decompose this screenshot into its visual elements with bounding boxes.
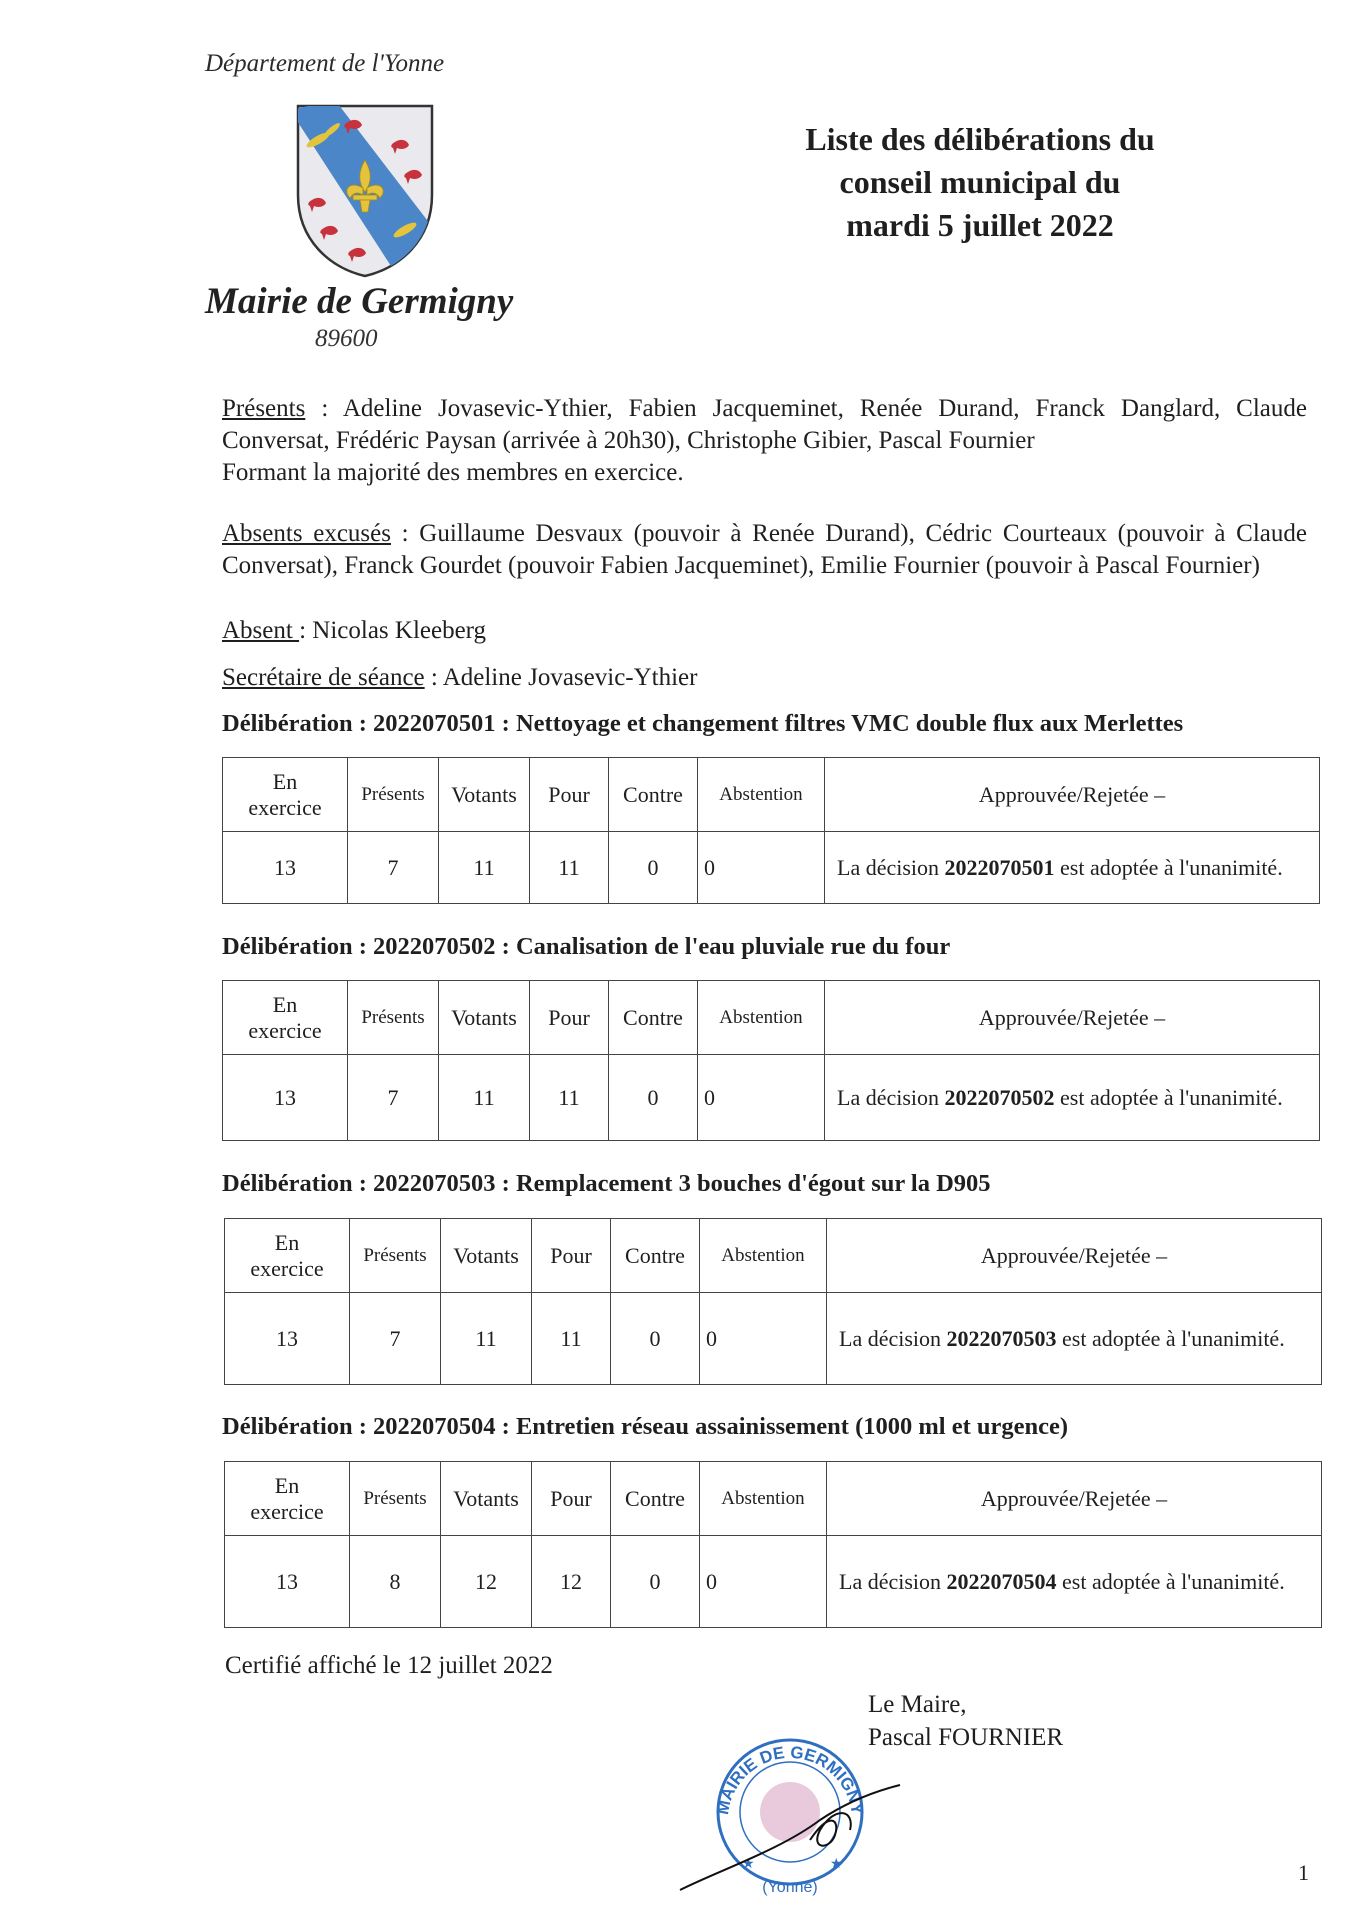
decision-text: La décision 2022070501 est adoptée à l'unanimité. xyxy=(825,832,1320,904)
svg-text:★: ★ xyxy=(742,1857,755,1872)
presents-list: : Adeline Jovasevic-Ythier, Fabien Jacqueminet, Renée Durand, Franck Danglard, Claude Conversat, Frédéric Paysan (arrivée à 20h30), Christophe Gibier, Pascal Fournier xyxy=(222,395,1307,454)
deliberation-heading: Délibération : 2022070503 : Remplacement 3 bouches d'égout sur la D905 xyxy=(222,1170,991,1197)
value-pour: 11 xyxy=(530,1055,609,1141)
vote-table-row xyxy=(225,1293,1322,1385)
vote-table xyxy=(224,1218,1322,1385)
value-votants: 11 xyxy=(441,1293,532,1385)
header-votants: Votants xyxy=(441,1219,532,1293)
deliberation-heading: Délibération : 2022070501 : Nettoyage et changement filtres VMC double flux aux Merlettes xyxy=(222,710,1184,737)
secretary-label: Secrétaire de séance xyxy=(222,664,425,691)
decision-text: La décision 2022070502 est adoptée à l'unanimité. xyxy=(825,1055,1320,1141)
header-approuvee: Approuvée/Rejetée – xyxy=(827,1462,1322,1536)
header-abstention: Abstention xyxy=(700,1219,827,1293)
svg-text:★: ★ xyxy=(830,1857,843,1872)
title-line-3: mardi 5 juillet 2022 xyxy=(846,207,1114,243)
header-en-exercice: En exercice xyxy=(225,1462,350,1536)
presents-label: Présents xyxy=(222,395,306,422)
value-presents: 7 xyxy=(348,1055,439,1141)
decision-number: 2022070501 xyxy=(944,855,1055,880)
value-en-exercice: 13 xyxy=(225,1536,350,1628)
value-pour: 12 xyxy=(532,1536,611,1628)
header-abstention: Abstention xyxy=(698,981,825,1055)
vote-table-row xyxy=(223,832,1320,904)
document-title xyxy=(720,118,1240,247)
vote-table-row xyxy=(223,1055,1320,1141)
vote-table xyxy=(224,1461,1322,1628)
vote-table xyxy=(222,980,1320,1141)
mairie-name: Mairie de Germigny xyxy=(205,281,514,322)
postcode: 89600 xyxy=(315,325,378,352)
coat-of-arms-icon xyxy=(290,100,440,280)
department-name: Département de l'Yonne xyxy=(205,50,445,77)
header-votants: Votants xyxy=(439,981,530,1055)
value-pour: 11 xyxy=(532,1293,611,1385)
value-votants: 11 xyxy=(439,832,530,904)
value-abstention: 0 xyxy=(698,832,825,904)
title-line-2: conseil municipal du xyxy=(839,164,1121,200)
decision-number: 2022070503 xyxy=(946,1326,1057,1351)
vote-table-header-row xyxy=(223,758,1320,832)
header-pour: Pour xyxy=(532,1219,611,1293)
value-pour: 11 xyxy=(530,832,609,904)
header-contre: Contre xyxy=(609,758,698,832)
vote-table xyxy=(222,757,1320,904)
header-presents: Présents xyxy=(348,758,439,832)
certified-posting-date: Certifié affiché le 12 juillet 2022 xyxy=(225,1652,553,1679)
vote-table-header-row xyxy=(225,1219,1322,1293)
value-presents: 7 xyxy=(350,1293,441,1385)
decision-text: La décision 2022070503 est adoptée à l'unanimité. xyxy=(827,1293,1322,1385)
title-line-1: Liste des délibérations du xyxy=(805,121,1155,157)
value-contre: 0 xyxy=(611,1536,700,1628)
stamp-text: MAIRIE DE GERMIGNY xyxy=(713,1742,867,1817)
header-presents: Présents xyxy=(350,1462,441,1536)
header-approuvee: Approuvée/Rejetée – xyxy=(827,1219,1322,1293)
deliberation-heading: Délibération : 2022070502 : Canalisation de l'eau pluviale rue du four xyxy=(222,933,951,960)
mayor-name: Pascal FOURNIER xyxy=(868,1724,1064,1751)
majority-line: Formant la majorité des membres en exercice. xyxy=(222,459,684,486)
vote-table-row xyxy=(225,1536,1322,1628)
mayor-title: Le Maire, xyxy=(868,1691,967,1718)
header-presents: Présents xyxy=(350,1219,441,1293)
header-votants: Votants xyxy=(441,1462,532,1536)
value-contre: 0 xyxy=(609,832,698,904)
value-votants: 11 xyxy=(439,1055,530,1141)
value-presents: 7 xyxy=(348,832,439,904)
header-presents: Présents xyxy=(348,981,439,1055)
header-pour: Pour xyxy=(530,758,609,832)
header-en-exercice: En exercice xyxy=(223,981,348,1055)
deliberation-heading: Délibération : 2022070504 : Entretien réseau assainissement (1000 ml et urgence) xyxy=(222,1413,1069,1440)
excused-label: Absents excusés xyxy=(222,520,391,547)
header-approuvee: Approuvée/Rejetée – xyxy=(825,758,1320,832)
header-votants: Votants xyxy=(439,758,530,832)
value-en-exercice: 13 xyxy=(223,832,348,904)
signature-block xyxy=(868,1688,1063,1754)
header-contre: Contre xyxy=(611,1219,700,1293)
header-contre: Contre xyxy=(611,1462,700,1536)
absent-label: Absent xyxy=(222,617,300,644)
vote-table-header-row xyxy=(225,1462,1322,1536)
stamp-bottom-text: (Yonne) xyxy=(762,1879,818,1896)
value-presents: 8 xyxy=(350,1536,441,1628)
value-contre: 0 xyxy=(609,1055,698,1141)
value-en-exercice: 13 xyxy=(225,1293,350,1385)
decision-number: 2022070504 xyxy=(946,1569,1057,1594)
value-contre: 0 xyxy=(611,1293,700,1385)
vote-table-header-row xyxy=(223,981,1320,1055)
header-abstention: Abstention xyxy=(700,1462,827,1536)
value-abstention: 0 xyxy=(700,1293,827,1385)
header-approuvee: Approuvée/Rejetée – xyxy=(825,981,1320,1055)
header-pour: Pour xyxy=(532,1462,611,1536)
secretary-line xyxy=(222,662,1307,694)
decision-text: La décision 2022070504 est adoptée à l'unanimité. xyxy=(827,1536,1322,1628)
value-votants: 12 xyxy=(441,1536,532,1628)
decision-number: 2022070502 xyxy=(944,1085,1055,1110)
header-contre: Contre xyxy=(609,981,698,1055)
secretary-name: : Adeline Jovasevic-Ythier xyxy=(424,664,698,691)
absent-name: : Nicolas Kleeberg xyxy=(299,617,487,644)
absent-line xyxy=(222,615,1307,647)
excused-paragraph xyxy=(222,518,1307,582)
header-en-exercice: En exercice xyxy=(225,1219,350,1293)
page-number: 1 xyxy=(1298,1860,1309,1885)
value-en-exercice: 13 xyxy=(223,1055,348,1141)
value-abstention: 0 xyxy=(698,1055,825,1141)
value-abstention: 0 xyxy=(700,1536,827,1628)
header-abstention: Abstention xyxy=(698,758,825,832)
excused-list: : Guillaume Desvaux (pouvoir à Renée Durand), Cédric Courteaux (pouvoir à Claude Conversat), Franck Gourdet (pouvoir Fabien Jacqueminet), Emilie Fournier (pouvoir à Pascal Fournier) xyxy=(222,520,1307,579)
header-en-exercice: En exercice xyxy=(223,758,348,832)
header-pour: Pour xyxy=(530,981,609,1055)
presents-paragraph xyxy=(222,393,1307,457)
